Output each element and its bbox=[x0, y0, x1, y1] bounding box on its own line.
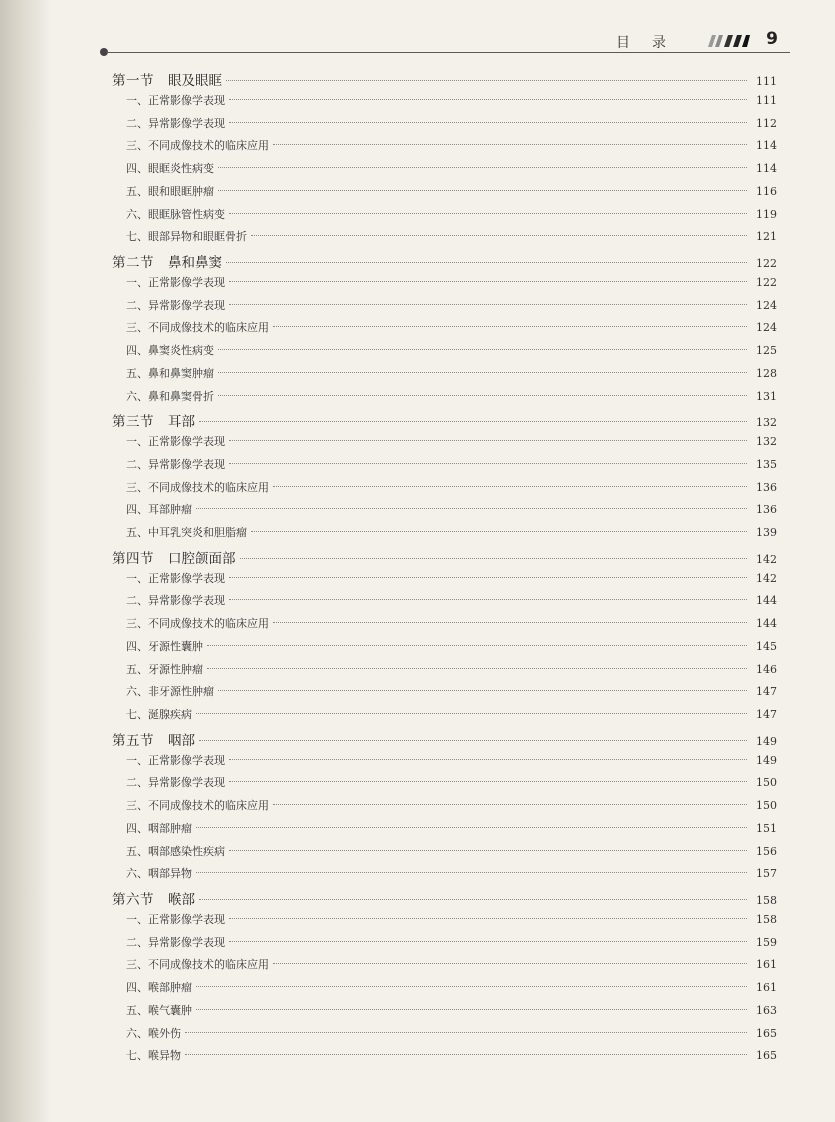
toc-item-title: 一、正常影像学表现 bbox=[126, 753, 225, 767]
toc-page-number: 151 bbox=[756, 821, 777, 835]
toc-dot-leader bbox=[185, 1054, 747, 1055]
toc-section-title bbox=[112, 547, 236, 567]
toc-item-title: 六、咽部异物 bbox=[126, 867, 192, 881]
toc-dot-leader bbox=[196, 1009, 747, 1010]
toc-section-number: 第六节 bbox=[112, 892, 154, 908]
toc-item-title: 五、咽部感染性疾病 bbox=[126, 844, 225, 858]
toc-section-number: 第二节 bbox=[112, 255, 154, 271]
toc-item-title: 一、正常影像学表现 bbox=[126, 275, 225, 289]
toc-dot-leader bbox=[229, 213, 747, 214]
toc-item-title: 三、不同成像技术的临床应用 bbox=[126, 480, 269, 494]
toc-dot-leader bbox=[229, 599, 747, 600]
toc-dot-leader bbox=[196, 872, 747, 873]
toc-section-row bbox=[112, 888, 777, 911]
toc-item-row bbox=[112, 228, 777, 251]
toc-item-row bbox=[112, 843, 777, 866]
toc-page-number: 158 bbox=[756, 894, 777, 907]
toc-section-number: 第四节 bbox=[112, 550, 154, 567]
toc-item-title: 七、眼部异物和眼眶骨折 bbox=[126, 230, 247, 244]
header-stripes-icon bbox=[708, 35, 750, 47]
toc-page-number: 124 bbox=[756, 321, 777, 335]
toc-dot-leader bbox=[207, 668, 747, 669]
toc-item-title: 二、异常影像学表现 bbox=[126, 298, 225, 312]
toc-item-row bbox=[112, 342, 777, 365]
toc-page-number: 121 bbox=[756, 230, 777, 244]
toc-section-title bbox=[112, 69, 222, 89]
toc-page-number: 146 bbox=[756, 662, 777, 676]
toc-item-title: 六、喉外伤 bbox=[126, 1026, 181, 1040]
toc-item-title: 三、不同成像技术的临床应用 bbox=[126, 321, 269, 335]
toc-page-number: 112 bbox=[756, 116, 777, 130]
toc-item-title: 四、鼻窦炎性病变 bbox=[126, 344, 214, 357]
toc-section-row bbox=[112, 251, 777, 274]
table-of-contents bbox=[112, 69, 777, 1070]
toc-section-number: 第五节 bbox=[112, 732, 154, 749]
toc-page-number: 136 bbox=[756, 503, 777, 517]
toc-page-number: 119 bbox=[756, 207, 777, 221]
toc-item-row bbox=[112, 1002, 777, 1025]
toc-dot-leader bbox=[273, 963, 747, 964]
toc-page-number: 145 bbox=[756, 639, 777, 653]
toc-item-row bbox=[112, 752, 777, 775]
toc-dot-leader bbox=[218, 372, 747, 373]
toc-page-number: 122 bbox=[756, 257, 777, 270]
toc-page-number: 136 bbox=[756, 480, 777, 494]
toc-item-title: 三、不同成像技术的临床应用 bbox=[126, 139, 269, 153]
toc-dot-leader bbox=[196, 986, 747, 987]
toc-item-title: 五、眼和眼眶肿瘤 bbox=[126, 184, 214, 198]
toc-section-name: 耳部 bbox=[168, 414, 195, 431]
toc-section-row bbox=[112, 547, 777, 570]
toc-page-number: 128 bbox=[756, 366, 777, 380]
toc-section-title bbox=[112, 729, 195, 749]
toc-item-row bbox=[112, 274, 777, 297]
toc-item-row bbox=[112, 92, 777, 115]
toc-item-row bbox=[112, 433, 777, 456]
header-title: 目录 bbox=[616, 35, 688, 51]
toc-page-number: 122 bbox=[756, 275, 777, 289]
toc-page-number: 111 bbox=[756, 93, 777, 107]
toc-dot-leader bbox=[229, 941, 747, 942]
toc-dot-leader bbox=[251, 235, 747, 236]
toc-dot-leader bbox=[218, 690, 747, 691]
toc-item-title: 五、喉气囊肿 bbox=[126, 1003, 192, 1017]
toc-item-title: 一、正常影像学表现 bbox=[126, 435, 225, 448]
toc-item-row bbox=[112, 661, 777, 684]
toc-section-title bbox=[112, 888, 195, 908]
toc-item-row bbox=[112, 592, 777, 615]
toc-page-number: 158 bbox=[756, 912, 777, 926]
toc-dot-leader bbox=[199, 899, 747, 900]
toc-item-row bbox=[112, 115, 777, 138]
toc-page-number: 132 bbox=[756, 416, 777, 430]
toc-dot-leader bbox=[229, 850, 747, 851]
toc-item-row bbox=[112, 615, 777, 638]
toc-page-number: 116 bbox=[756, 184, 777, 198]
toc-item-row bbox=[112, 979, 777, 1002]
toc-section-name: 鼻和鼻窦 bbox=[168, 255, 222, 271]
toc-dot-leader bbox=[196, 713, 747, 714]
toc-dot-leader bbox=[196, 508, 747, 509]
toc-item-title: 六、非牙源性肿瘤 bbox=[126, 685, 214, 699]
toc-section-number: 第三节 bbox=[112, 414, 154, 431]
toc-page-number: 147 bbox=[756, 685, 777, 699]
toc-item-title: 二、异常影像学表现 bbox=[126, 457, 225, 471]
toc-item-title: 七、涎腺疾病 bbox=[126, 708, 192, 721]
toc-section-name: 眼及眼眶 bbox=[168, 73, 222, 89]
toc-item-title: 四、喉部肿瘤 bbox=[126, 981, 192, 994]
toc-item-row bbox=[112, 820, 777, 843]
toc-dot-leader bbox=[273, 804, 747, 805]
toc-dot-leader bbox=[185, 1032, 747, 1033]
toc-dot-leader bbox=[226, 262, 747, 263]
toc-item-title: 一、正常影像学表现 bbox=[126, 912, 225, 926]
toc-page-number: 139 bbox=[756, 526, 777, 539]
toc-section-row bbox=[112, 410, 777, 433]
toc-dot-leader bbox=[273, 144, 747, 145]
toc-item-row bbox=[112, 774, 777, 797]
toc-item-title: 五、鼻和鼻窦肿瘤 bbox=[126, 366, 214, 380]
toc-dot-leader bbox=[229, 440, 747, 441]
toc-page-number: 156 bbox=[756, 844, 777, 858]
header-rule bbox=[106, 52, 790, 53]
toc-page-number: 147 bbox=[756, 708, 777, 721]
header-page-number: 9 bbox=[766, 29, 778, 49]
toc-dot-leader bbox=[229, 122, 747, 123]
toc-page-number: 114 bbox=[756, 139, 777, 153]
toc-item-row bbox=[112, 1025, 777, 1048]
toc-item-row bbox=[112, 319, 777, 342]
toc-item-row bbox=[112, 524, 777, 547]
toc-section-name: 口腔颌面部 bbox=[168, 550, 236, 567]
toc-item-row bbox=[112, 865, 777, 888]
toc-item-title: 四、耳部肿瘤 bbox=[126, 503, 192, 517]
toc-page-number: 161 bbox=[756, 981, 777, 994]
toc-dot-leader bbox=[226, 80, 747, 81]
toc-page-number: 132 bbox=[756, 435, 777, 448]
toc-page-number: 125 bbox=[756, 344, 777, 357]
toc-page-number: 142 bbox=[756, 552, 777, 566]
toc-dot-leader bbox=[229, 463, 747, 464]
toc-item-row bbox=[112, 956, 777, 979]
toc-section-title bbox=[112, 410, 195, 430]
toc-item-row bbox=[112, 934, 777, 957]
toc-item-row bbox=[112, 137, 777, 160]
toc-item-title: 二、异常影像学表现 bbox=[126, 594, 225, 608]
toc-item-row bbox=[112, 183, 777, 206]
toc-page-number: 165 bbox=[756, 1026, 777, 1040]
toc-item-row bbox=[112, 570, 777, 593]
toc-dot-leader bbox=[229, 281, 747, 282]
toc-item-row bbox=[112, 297, 777, 320]
toc-item-row bbox=[112, 1047, 777, 1070]
toc-item-title: 六、眼眶脉管性病变 bbox=[126, 207, 225, 221]
toc-item-row bbox=[112, 797, 777, 820]
toc-dot-leader bbox=[240, 558, 748, 559]
toc-page-number: 144 bbox=[756, 617, 777, 630]
toc-page-number: 157 bbox=[756, 867, 777, 881]
toc-page-number: 159 bbox=[756, 935, 777, 949]
toc-page-number: 165 bbox=[756, 1049, 777, 1063]
toc-dot-leader bbox=[218, 349, 747, 350]
toc-item-title: 五、牙源性肿瘤 bbox=[126, 662, 203, 676]
toc-dot-leader bbox=[251, 531, 747, 532]
toc-item-row bbox=[112, 479, 777, 502]
toc-item-title: 四、牙源性囊肿 bbox=[126, 639, 203, 653]
toc-section-name: 咽部 bbox=[168, 732, 195, 749]
toc-item-row bbox=[112, 706, 777, 729]
toc-item-title: 四、咽部肿瘤 bbox=[126, 821, 192, 835]
toc-item-title: 三、不同成像技术的临床应用 bbox=[126, 617, 269, 630]
toc-section-row bbox=[112, 729, 777, 752]
toc-dot-leader bbox=[273, 326, 747, 327]
toc-item-row bbox=[112, 206, 777, 229]
toc-page-number: 161 bbox=[756, 958, 777, 972]
toc-item-title: 二、异常影像学表现 bbox=[126, 116, 225, 130]
toc-page-number: 124 bbox=[756, 298, 777, 312]
toc-page-number: 163 bbox=[756, 1003, 777, 1017]
toc-section-number: 第一节 bbox=[112, 73, 154, 89]
toc-page-number: 149 bbox=[756, 734, 777, 748]
toc-item-row bbox=[112, 365, 777, 388]
toc-item-title: 六、鼻和鼻窦骨折 bbox=[126, 389, 214, 403]
toc-item-row bbox=[112, 683, 777, 706]
toc-dot-leader bbox=[196, 827, 747, 828]
toc-page-number: 150 bbox=[756, 776, 777, 790]
toc-item-row bbox=[112, 638, 777, 661]
toc-item-title: 三、不同成像技术的临床应用 bbox=[126, 799, 269, 812]
toc-page-number: 142 bbox=[756, 571, 777, 585]
toc-dot-leader bbox=[229, 759, 747, 760]
toc-dot-leader bbox=[229, 577, 747, 578]
toc-dot-leader bbox=[229, 304, 747, 305]
toc-dot-leader bbox=[199, 421, 747, 422]
toc-page-number: 111 bbox=[756, 75, 777, 88]
toc-dot-leader bbox=[218, 395, 747, 396]
toc-dot-leader bbox=[273, 486, 747, 487]
toc-dot-leader bbox=[218, 190, 747, 191]
page-header bbox=[100, 28, 790, 56]
toc-page-number: 131 bbox=[756, 389, 777, 403]
toc-dot-leader bbox=[207, 645, 747, 646]
toc-item-title: 二、异常影像学表现 bbox=[126, 935, 225, 949]
toc-section-title bbox=[112, 251, 222, 271]
toc-item-title: 一、正常影像学表现 bbox=[126, 93, 225, 107]
toc-dot-leader bbox=[229, 781, 747, 782]
toc-section-row bbox=[112, 69, 777, 92]
toc-item-title: 七、喉异物 bbox=[126, 1049, 181, 1063]
toc-page-number: 144 bbox=[756, 594, 777, 608]
toc-item-title: 一、正常影像学表现 bbox=[126, 571, 225, 585]
toc-page-number: 135 bbox=[756, 457, 777, 471]
toc-item-title: 四、眼眶炎性病变 bbox=[126, 162, 214, 175]
toc-dot-leader bbox=[218, 167, 747, 168]
toc-item-row bbox=[112, 388, 777, 411]
toc-item-row bbox=[112, 911, 777, 934]
toc-item-title: 三、不同成像技术的临床应用 bbox=[126, 958, 269, 972]
toc-dot-leader bbox=[273, 622, 747, 623]
toc-dot-leader bbox=[199, 740, 747, 741]
toc-item-title: 二、异常影像学表现 bbox=[126, 776, 225, 790]
toc-dot-leader bbox=[229, 99, 747, 100]
toc-item-row bbox=[112, 160, 777, 183]
toc-item-row bbox=[112, 501, 777, 524]
toc-item-row bbox=[112, 456, 777, 479]
toc-dot-leader bbox=[229, 918, 747, 919]
toc-item-title: 五、中耳乳突炎和胆脂瘤 bbox=[126, 526, 247, 539]
book-spine-shadow bbox=[0, 0, 50, 1122]
toc-page-number: 150 bbox=[756, 799, 777, 812]
toc-page-number: 149 bbox=[756, 753, 777, 767]
toc-section-name: 喉部 bbox=[168, 892, 195, 908]
toc-page-number: 114 bbox=[756, 162, 777, 175]
